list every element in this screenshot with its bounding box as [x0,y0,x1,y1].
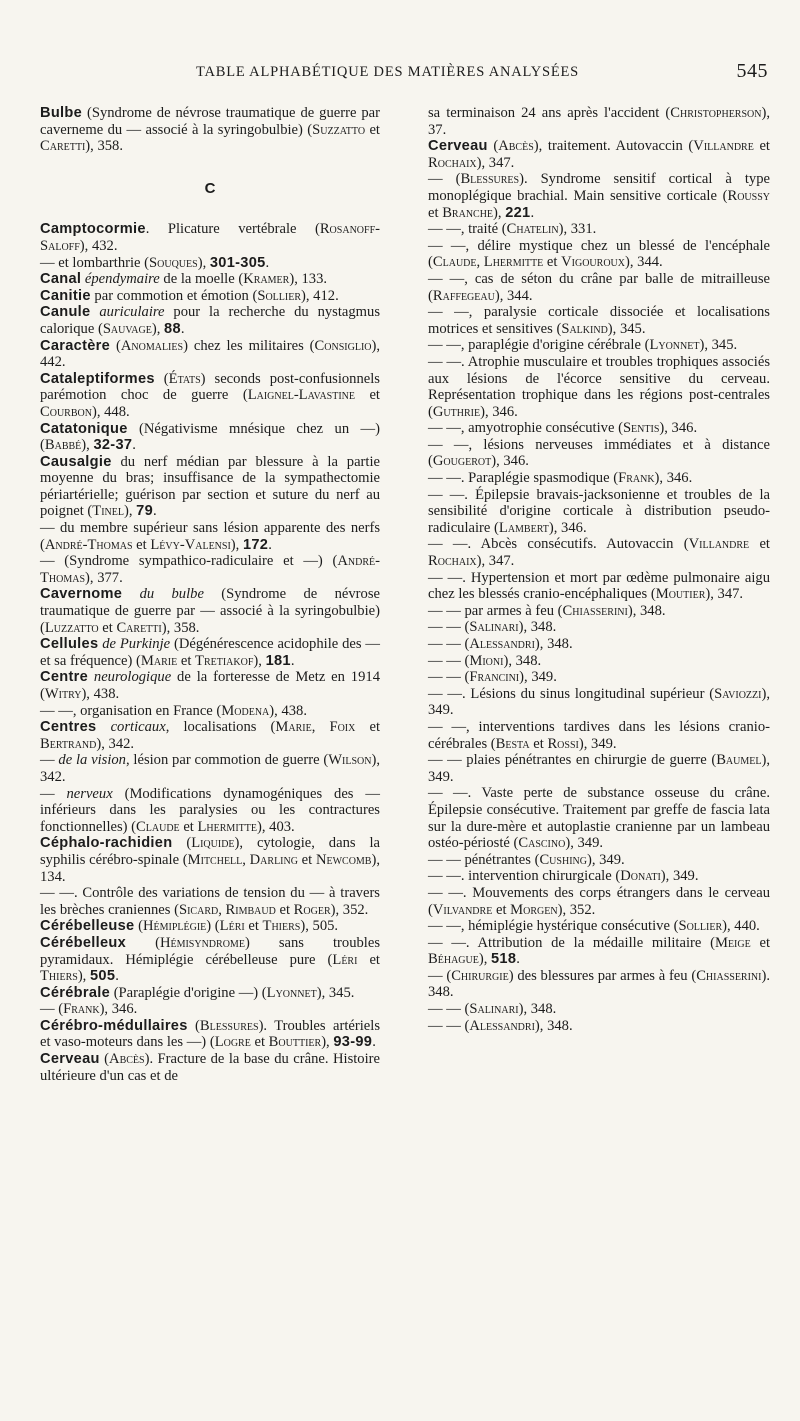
index-entry: — —. Mouvements des corps étrangers dans le cerveau (Vilvandre et Morgen), 352. [428,884,770,918]
index-entry: — —, traité (Chatelin), 331. [428,221,597,238]
page-number: 545 [736,60,768,82]
index-entry: Cérébro-médullaires (Blessures). Troubles artériels et vaso-moteurs dans les —) (Logre et Bouttier), 93-99. [40,1017,380,1051]
index-entry: Centre neurologique de la forteresse de Metz en 1914 (Witry), 438. [40,669,380,702]
index-entry: Canal épendymaire de la moelle (Kramer), 133. [40,271,328,288]
index-entry: Cavernome du bulbe (Syndrome de névrose traumatique de guerre par — associé à la syringobulbie) (Luzzatto et Caretti), 358. [40,586,380,636]
index-entry: — nerveux (Modifications dynamogéniques des — inférieurs dans les paralysies ou les contractures fonctionnelles) (Claude et Lhermitte), 403. [40,785,380,835]
index-entry: — et lombarthrie (Souques), 301-305. [40,254,270,271]
index-entry: Cérébelleux (Hémisyndrome) sans troubles pyramidaux. Hémiplégie cérébelleuse pure (Léri et Thiers), 505. [40,934,380,985]
index-entry: Cerveau (Abcès), traitement. Autovaccin (Villandre et Rochaix), 347. [428,138,770,171]
index-entry: sa terminaison 24 ans après l'accident (Christopherson), 37. [428,105,770,138]
index-entry: Catatonique (Négativisme mnésique chez un —) (Babbé), 32-37. [40,420,380,454]
index-entry: — — pénétrantes (Cushing), 349. [428,851,625,868]
index-entry: — — (Salinari), 348. [428,1001,557,1018]
index-entry: Canitie par commotion et émotion (Sollier), 412. [40,287,339,304]
index-entry: — —. Vaste perte de substance osseuse du crâne. Épilepsie consécutive. Traitement par greffe de fascia lata sur la dure-mère et autoplastie cranienne par un lambeau ostéo-périosté (Cascino), 349. [428,785,770,852]
index-entry: — —, interventions tardives dans les lésions cranio-cérébrales (Besta et Rossi), 349. [428,718,770,752]
index-entry: — — (Salinari), 348. [428,619,557,636]
index-entry: — —. Paraplégie spasmodique (Frank), 346. [428,470,693,487]
index-entry: — — (Alessandri), 348. [428,1017,573,1034]
index-entry: — —, délire mystique chez un blessé de l'encéphale (Claude, Lhermitte et Vigouroux), 344. [428,237,770,271]
index-entry: — (Syndrome sympathico-radiculaire et —) (André-Thomas), 377. [40,553,380,586]
index-entry: — —. intervention chirurgicale (Donati), 349. [428,868,699,885]
index-entry: Camptocormie. Plicature vertébrale (Rosanoff-Saloff), 432. [40,221,380,254]
index-entry: — — (Alessandri), 348. [428,636,573,652]
index-entry: Cataleptiformes (États) seconds post-confusionnels parémotion choc de guerre (Laignel-Lavastine et Courbon), 448. [40,370,380,420]
index-entry: Cérébelleuse (Hémiplégie) (Léri et Thiers), 505. [40,918,339,935]
left-column [40,105,380,1084]
index-entry: — (Chirurgie) des blessures par armes à feu (Chiasserini). 348. [428,967,770,1001]
index-entry: Cerveau (Abcès). Fracture de la base du crâne. Histoire ultérieure d'un cas et de [40,1051,380,1084]
index-entry: — du membre supérieur sans lésion apparente des nerfs (André-Thomas et Lévy-Valensi), 172. [40,520,380,553]
index-entry: Caractère (Anomalies) chez les militaires (Consiglio), 442. [40,337,381,371]
index-entry: — —. Lésions du sinus longitudinal supérieur (Saviozzi), 349. [428,685,770,719]
index-entry: — —. Abcès consécutifs. Autovaccin (Villandre et Rochaix), 347. [428,536,770,570]
index-entry: — —. Atrophie musculaire et troubles trophiques associés aux lésions de l'écorce sensitive du cerveau. Représentation trophique dans les régions post-centrales (Guthrie), 346. [428,353,770,420]
index-entry: — —. Hypertension et mort par œdème pulmonaire aigu chez les blessés cranio-encéphaliques (Moutier), 347. [428,569,770,603]
index-entry: Cérébrale (Paraplégie d'origine —) (Lyonnet), 345. [40,984,355,1001]
index-entry: Causalgie du nerf médian par blessure à la partie moyenne du bras; insuffisance de la sympathectomie périartérielle; guérison par section et suture du nerf au poignet (Tinel), 79. [40,453,380,520]
index-entry: — —, amyotrophie consécutive (Sentis), 346. [428,420,698,437]
index-entry: — —, paralysie corticale dissociée et localisations motrices et sensitives (Salkind), 345. [428,304,770,337]
index-entry: Bulbe (Syndrome de névrose traumatique de guerre par caverneme du — associé à la syringobulbie) (Suzzatto et Caretti), 358. [40,105,380,155]
section-heading: C [204,179,216,197]
index-entry: Canule auriculaire pour la recherche du nystagmus calorique (Sauvage), 88. [40,304,380,337]
index-entry: — —, paraplégie d'origine cérébrale (Lyonnet), 345. [428,337,738,354]
index-entry: — —, hémiplégie hystérique consécutive (Sollier), 440. [428,918,760,935]
index-entry: — (Blessures). Syndrome sensitif cortical à type monoplégique brachial. Main sensitive corticale (Roussy et Branche), 221. [428,171,770,221]
index-entry: — —. Attribution de la médaille militaire (Meige et Béhague), 518. [428,934,770,968]
index-entry: — (Frank), 346. [40,1001,138,1018]
index-entry: Céphalo-rachidien (Liquide), cytologie, dans la syphilis cérébro-spinale (Mitchell, Darling et Newcomb), 134. [40,835,380,885]
index-entry: — — plaies pénétrantes en chirurgie de guerre (Baumel), 349. [428,752,770,785]
running-title: TABLE ALPHABÉTIQUE DES MATIÈRES ANALYSÉES [196,64,580,80]
index-entry: — — (Francini), 349. [428,669,557,686]
index-entry: — — (Mioni), 348. [428,652,542,669]
index-entry: — —, organisation en France (Modena), 438. [40,702,307,719]
right-column [428,105,770,1034]
page-header [0,60,800,84]
index-entry: Cellules de Purkinje (Dégénérescence acidophile des — et sa fréquence) (Marie et Tretiakof), 181. [40,636,380,669]
index-entry: — — par armes à feu (Chiasserini), 348. [428,602,666,619]
index-entry: — —, lésions nerveuses immédiates et à distance (Gougerot), 346. [428,436,770,470]
index-entry: — —. Contrôle des variations de tension du — à travers les brèches craniennes (Sicard, Rimbaud et Roger), 352. [40,885,380,918]
index-entry: — —. Épilepsie bravais-jacksonienne et troubles de la sensibilité d'origine corticale à distribution pseudo-radiculaire (Lambert), 346. [428,486,770,536]
index-entry: Centres corticaux, localisations (Marie, Foix et Bertrand), 342. [40,719,381,752]
index-entry: — de la vision, lésion par commotion de guerre (Wilson), 342. [40,752,380,785]
index-entry: — —, cas de séton du crâne par balle de mitrailleuse (Raffegeau), 344. [428,270,770,304]
